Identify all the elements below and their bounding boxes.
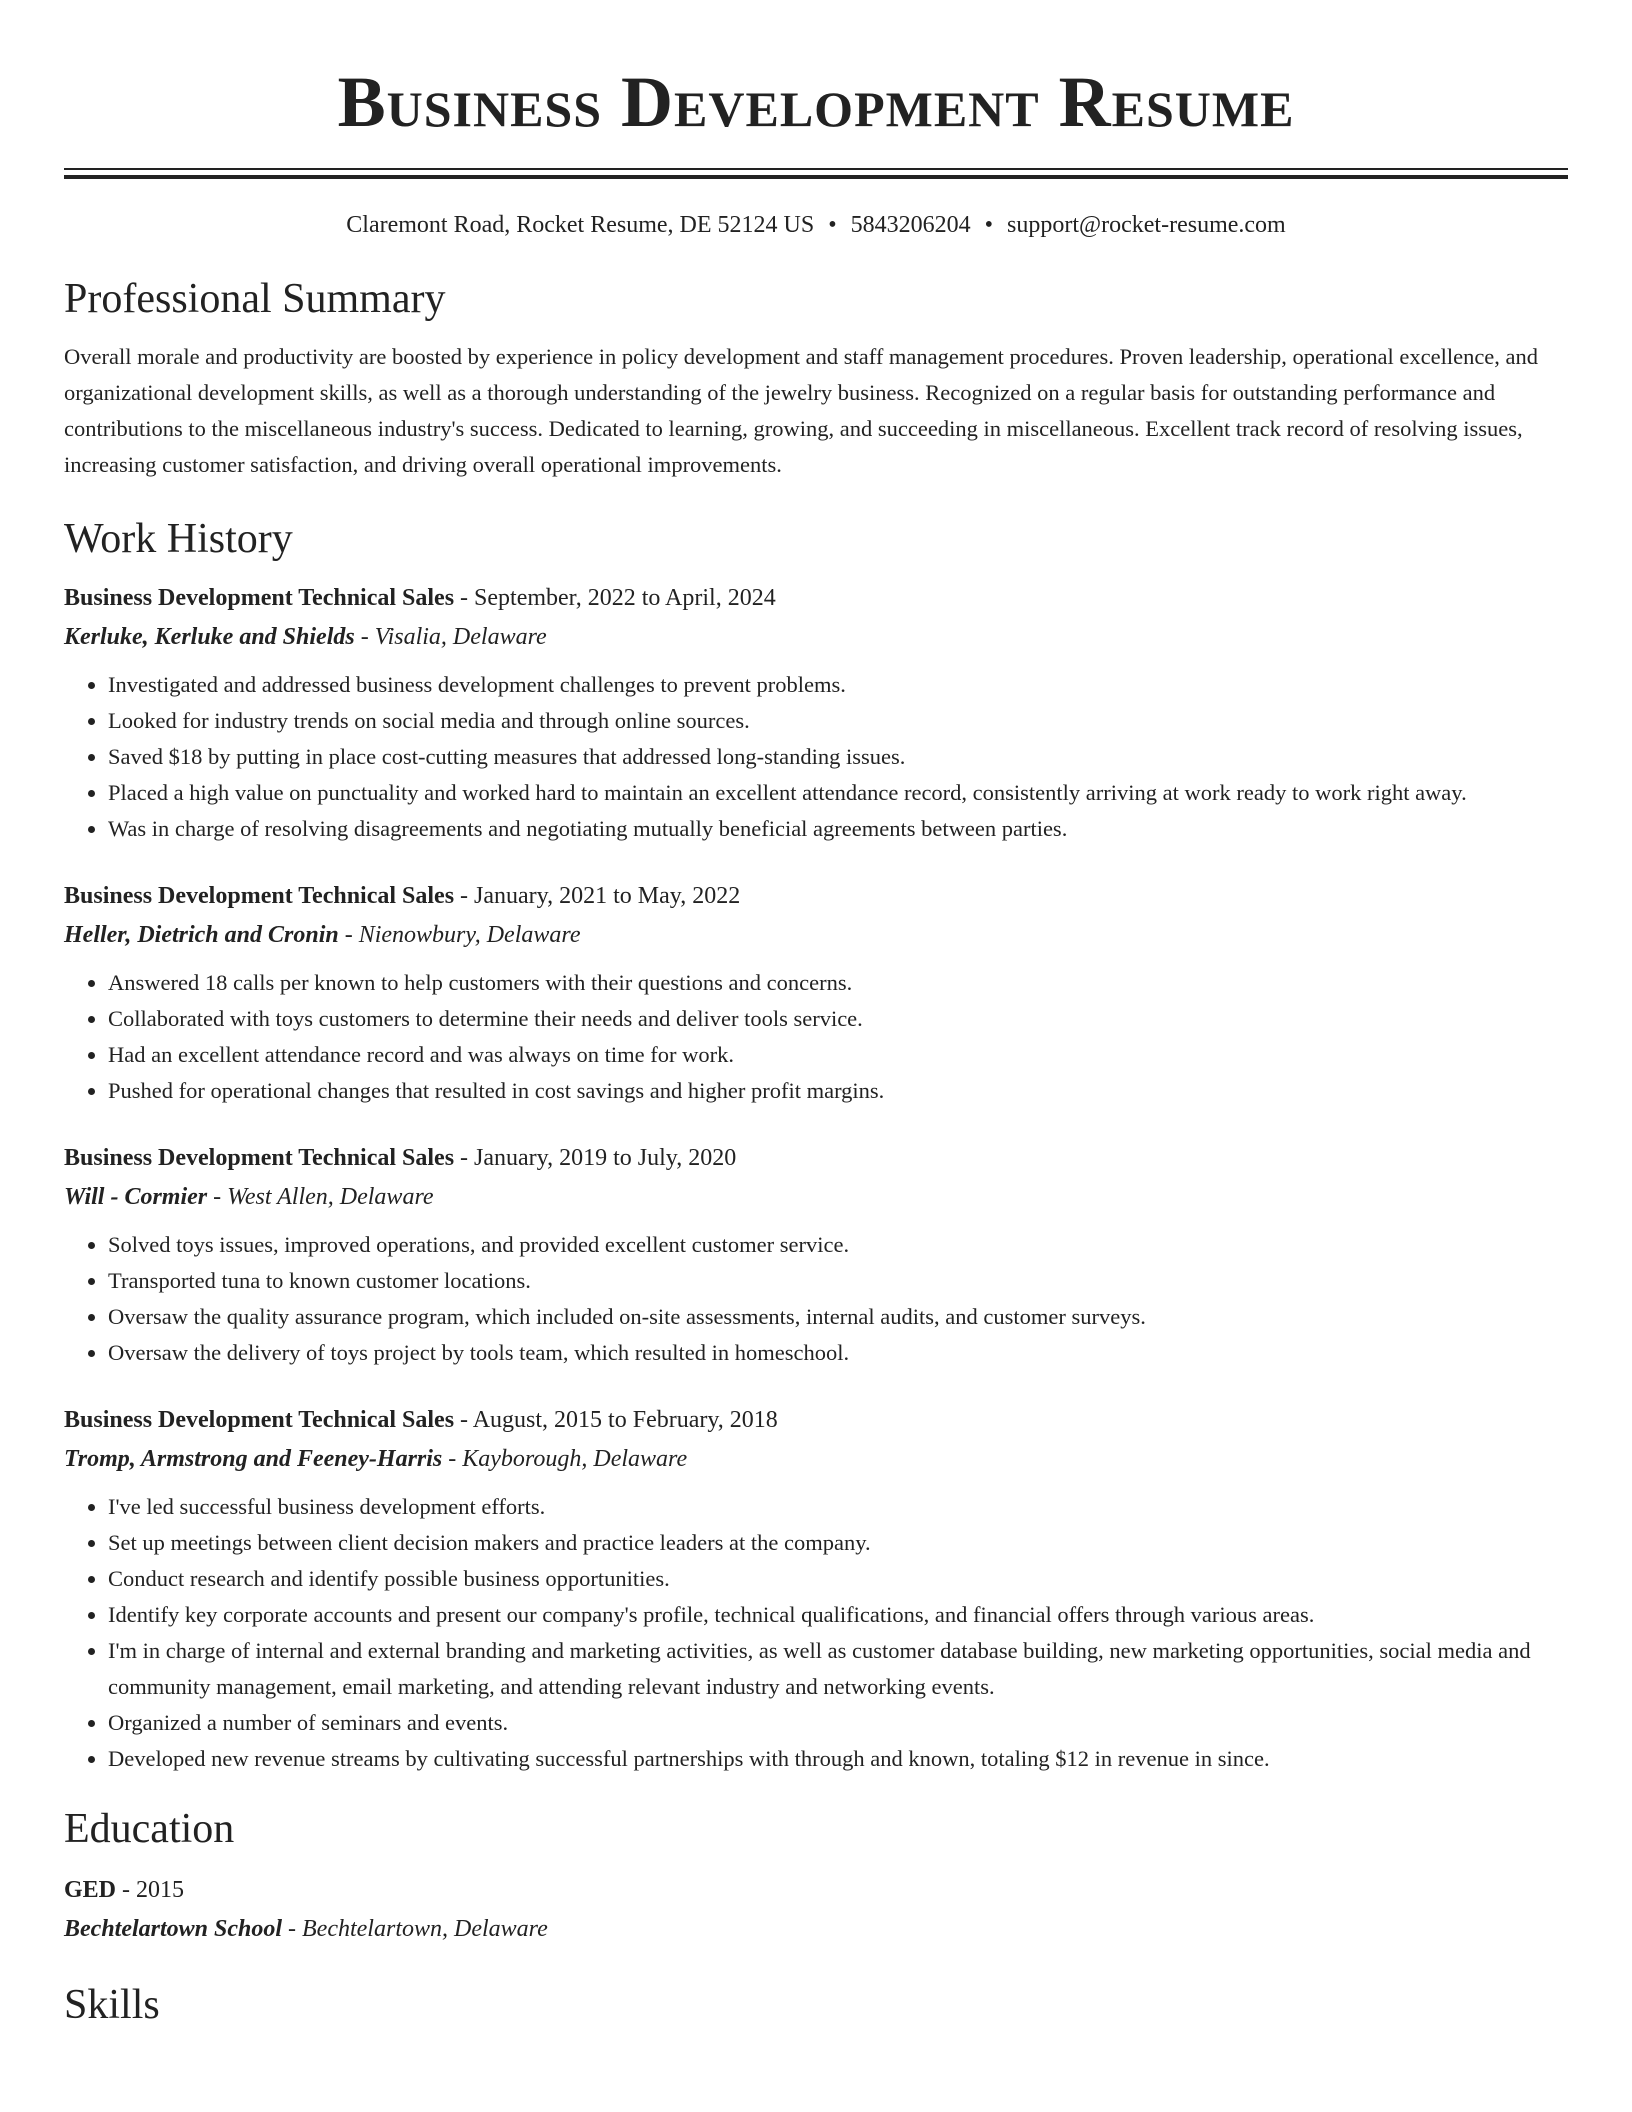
title-divider — [64, 168, 1568, 179]
job-bullet: • Answered 18 calls per known to help customers with their questions and concerns. — [108, 965, 1568, 1001]
job-title-line — [64, 877, 1568, 915]
job-bullets — [64, 667, 1568, 847]
job-bullet: • Solved toys issues, improved operations, and provided excellent customer service. — [108, 1227, 1568, 1263]
job-title-line — [64, 1401, 1568, 1439]
work-history-heading: Work History — [64, 516, 293, 562]
job-location: - Visalia, Delaware — [354, 624, 547, 650]
job-dates: - January, 2019 to July, 2020 — [454, 1145, 737, 1171]
job-bullet: • Had an excellent attendance record and was always on time for work. — [108, 1037, 1568, 1073]
job-bullet: • Organized a number of seminars and events. — [108, 1705, 1568, 1741]
skills-heading: Skills — [64, 1982, 160, 2028]
education-degree: GED — [64, 1877, 117, 1903]
job-entry — [64, 579, 1568, 847]
job-company: Will - Cormier — [64, 1184, 208, 1210]
job-location: - Kayborough, Delaware — [442, 1446, 688, 1472]
job-bullets — [64, 1489, 1568, 1777]
job-title: Business Development Technical Sales — [64, 585, 455, 611]
job-title-line — [64, 579, 1568, 617]
job-entry — [64, 1139, 1568, 1371]
job-bullet: • Identify key corporate accounts and present our company's profile, technical qualifications, and financial offers through various areas. — [108, 1597, 1568, 1633]
job-dates: - September, 2022 to April, 2024 — [454, 585, 776, 611]
contact-line — [64, 209, 1568, 241]
job-bullet: • Looked for industry trends on social media and through online sources. — [108, 703, 1568, 739]
job-bullets — [64, 1227, 1568, 1371]
job-bullet: • Oversaw the delivery of toys project by tools team, which resulted in homeschool. — [108, 1335, 1568, 1371]
job-entry — [64, 877, 1568, 1109]
contact-separator: • — [984, 212, 994, 238]
job-company: Tromp, Armstrong and Feeney-Harris — [64, 1446, 443, 1472]
job-company-line — [64, 1439, 1568, 1479]
education-location: - Bechtelartown, Delaware — [282, 1916, 548, 1942]
contact-email[interactable]: support@rocket-resume.com — [1007, 212, 1286, 238]
job-company: Heller, Dietrich and Cronin — [64, 922, 339, 948]
education-school-line — [64, 1909, 1568, 1949]
job-company-line — [64, 617, 1568, 657]
contact-phone[interactable]: 5843206204 — [850, 212, 971, 238]
job-location: - West Allen, Delaware — [207, 1184, 434, 1210]
job-title: Business Development Technical Sales — [64, 883, 455, 909]
job-entry — [64, 1401, 1568, 1777]
job-bullet: • Set up meetings between client decision makers and practice leaders at the company. — [108, 1525, 1568, 1561]
contact-address: Claremont Road, Rocket Resume, DE 52124 US — [346, 212, 815, 238]
job-bullet: • Developed new revenue streams by cultivating successful partnerships with through and known, totaling $12 in revenue in since. — [108, 1741, 1568, 1777]
job-dates: - August, 2015 to February, 2018 — [454, 1407, 778, 1433]
job-bullet: • Placed a high value on punctuality and worked hard to maintain an excellent attendance record, consistently arriving at work ready to work right away. — [108, 775, 1568, 811]
job-company-line — [64, 915, 1568, 955]
job-title: Business Development Technical Sales — [64, 1145, 455, 1171]
job-bullet: • Collaborated with toys customers to determine their needs and deliver tools service. — [108, 1001, 1568, 1037]
job-company-line — [64, 1177, 1568, 1217]
job-dates: - January, 2021 to May, 2022 — [454, 883, 741, 909]
job-bullet: • Saved $18 by putting in place cost-cutting measures that addressed long-standing issues. — [108, 739, 1568, 775]
education-year: - 2015 — [116, 1877, 185, 1903]
summary-heading: Professional Summary — [64, 276, 446, 322]
job-bullet: • Transported tuna to known customer locations. — [108, 1263, 1568, 1299]
job-bullet: • Was in charge of resolving disagreements and negotiating mutually beneficial agreements between parties. — [108, 811, 1568, 847]
job-title: Business Development Technical Sales — [64, 1407, 455, 1433]
resume-title: Business Development Resume — [337, 62, 1295, 142]
job-bullet: • I'm in charge of internal and external branding and marketing activities, as well as customer database building, new marketing opportunities, social media and community management, email marketing, and attending relevant industry and networking events. — [108, 1633, 1568, 1705]
summary-text: Overall morale and productivity are boosted by experience in policy development and staff management procedures. Proven leadership, operational excellence, and organizational development skills, as well as a thorough understanding of the jewelry business. Recognized on a regular basis for outstanding performance and contributions to the miscellaneous industry's success. Dedicated to learning, growing, and succeeding in miscellaneous. Excellent track record of resolving issues, increasing customer satisfaction, and driving overall operational improvements. — [64, 344, 1539, 477]
job-location: - Nienowbury, Delaware — [338, 922, 581, 948]
education-entry — [64, 1871, 1568, 1949]
job-bullet: • Conduct research and identify possible business opportunities. — [108, 1561, 1568, 1597]
job-bullets — [64, 965, 1568, 1109]
job-company: Kerluke, Kerluke and Shields — [64, 624, 355, 650]
job-bullet: • Pushed for operational changes that resulted in cost savings and higher profit margins. — [108, 1073, 1568, 1109]
education-degree-line — [64, 1871, 1568, 1909]
job-bullet: • I've led successful business development efforts. — [108, 1489, 1568, 1525]
job-title-line — [64, 1139, 1568, 1177]
contact-separator: • — [828, 212, 837, 238]
job-bullet: • Oversaw the quality assurance program, which included on-site assessments, internal audits, and customer surveys. — [108, 1299, 1568, 1335]
education-school: Bechtelartown School — [64, 1916, 283, 1942]
education-heading: Education — [64, 1806, 235, 1852]
resume-content — [64, 0, 1568, 2033]
job-bullet: • Investigated and addressed business development challenges to prevent problems. — [108, 667, 1568, 703]
